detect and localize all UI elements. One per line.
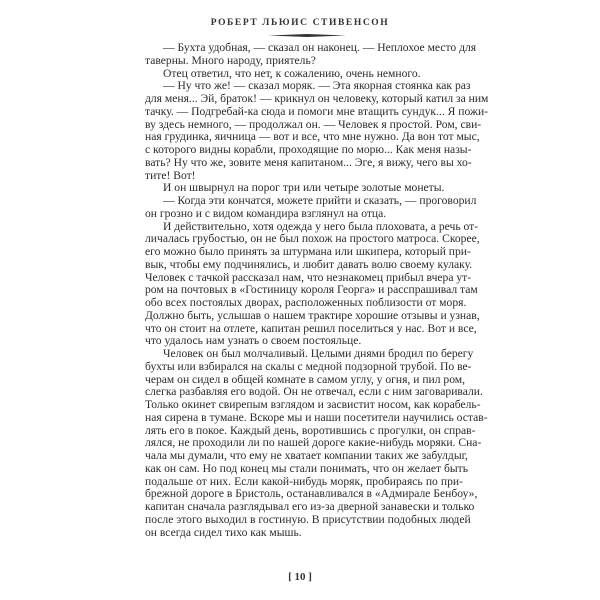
text-line: что он стоит на отлете, капитан решил поселиться у нас. Вот и все,	[145, 321, 477, 335]
text-line: Отец ответил, что нет, к сожалению, очень немного.	[163, 66, 421, 80]
text-line: что удалось нам узнать о своем постояльце.	[145, 334, 362, 348]
text-line: ром на почтовых в «Гостиницу короля Георга» и расспрашивал там	[145, 283, 478, 297]
text-line: тачку. — Подгребай-ка сюда и помоги мне втащить сундук... Я пожи-	[145, 104, 489, 118]
text-line: личалась грубостью, он не был похож на простого матроса. Скорее,	[145, 232, 480, 246]
text-line: бухты или взбирался на скалы с медной подзорной трубой. По ве-	[145, 359, 472, 373]
text-line: И действительно, хотя одежда у него была плоховата, а речь от-	[163, 219, 479, 233]
text-line: Человек он был молчаливый. Целыми днями бродил по берегу	[163, 347, 474, 360]
text-line: тите! Вот!	[145, 168, 196, 182]
text-line: слегка разбавляя его водой. Он не отвечал, если с ним заговаривали.	[145, 385, 483, 399]
text-line: вать? Ну что же, зовите меня капитаном... Эге, я вижу, чего вы хо-	[145, 155, 472, 169]
text-line: черам он сидел в общей комнате в самом углу, у огня, и пил ром,	[145, 372, 466, 386]
text-line: таверны. Много народу, приятель?	[145, 53, 316, 67]
text-line: — Когда эти кончатся, можете прийти и сказать, — проговорил	[163, 194, 477, 207]
text-line: И он швырнул на порог три или четыре золотые монеты.	[163, 181, 445, 195]
body-text	[145, 41, 489, 539]
text-line: Только окинет свирепым взглядом и засвистит носом, как корабель-	[145, 398, 481, 411]
text-line: вык, чтобы ему подчинялись, и любит давать волю своему кулаку.	[145, 257, 473, 271]
text-line: Человек с тачкой рассказал нам, что незнакомец прибыл вчера ут-	[145, 270, 472, 284]
text-line: ная грудинка, яичница — вот и все, что мне нужно. Да вон тот мыс,	[145, 130, 480, 144]
text-line: после этого выходил в гостиную. В присутствии подобных людей	[145, 512, 471, 526]
running-head: РОБЕРТ ЛЬЮИС СТИВЕНСОН	[210, 18, 390, 28]
text-line: лять его в покое. Каждый день, воротившись с прогулки, он справ-	[145, 423, 476, 437]
text-line: чала мы думали, что ему не хватает компании таких же забулдыг,	[145, 449, 468, 462]
text-line: для меня... Эй, браток! — крикнул он человеку, который катил за ним	[145, 92, 489, 105]
text-line: — Бухта удобная, — сказал он наконец. — Неплохое место для	[163, 41, 477, 54]
header-ornament-rule	[268, 34, 346, 37]
text-line: брежной дороге в Бристоль, останавливался в «Адмирале Бенбоу»,	[145, 487, 478, 501]
text-line: его можно было принять за штурмана или шкипера, который при-	[145, 245, 471, 258]
text-line: как он сам. Но под конец мы стали понимать, что он желает быть	[145, 461, 469, 475]
text-line: капитан сначала разглядывал его из-за дверной занавески и только	[145, 500, 475, 513]
text-line: он грозно и с видом командира взглянул на отца.	[145, 206, 387, 220]
text-line: ная сирена в тумане. Вскоре мы и наши посетители научились остав-	[145, 410, 488, 424]
text-line: он всегда сидел тихо как мышь.	[145, 525, 302, 539]
text-line: подальше от них. Если какой-нибудь моряк, пробираясь по при-	[145, 474, 463, 488]
text-line: обо всех постоялых дворах, расположенных поблизости от моря.	[145, 296, 467, 309]
text-line: лялся, не проходили ли по нашей дороге какие-нибудь моряки. Сна-	[145, 436, 482, 450]
text-line: — Ну что же! — сказал моряк. — Эта якорная стоянка как раз	[163, 79, 471, 93]
text-line: с которого видны корабли, проходящие по морю... Как меня назы-	[145, 143, 472, 156]
page-number: [ 10 ]	[288, 571, 312, 583]
text-line: ву здесь немного, — продолжал он. — Человек я простой. Ром, сви-	[145, 117, 482, 131]
text-line: Должно быть, услышав о нашем трактире хорошие отзывы и узнав,	[145, 308, 480, 322]
